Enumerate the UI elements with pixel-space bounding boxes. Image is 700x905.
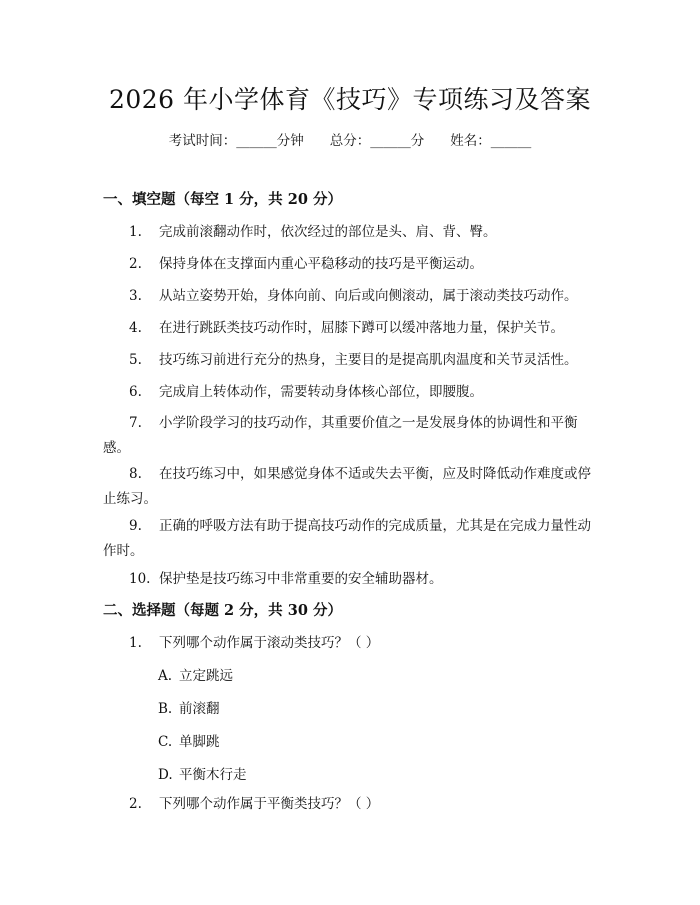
answer-option: [158, 698, 220, 720]
item-number: 7.: [129, 415, 142, 431]
total-score-label: 总分：______分: [329, 133, 425, 149]
option-letter: C.: [158, 734, 173, 750]
fill-blank-item: [103, 462, 598, 512]
item-text: 小学阶段学习的技巧动作，其重要价值之一是发展身体的协调性和平衡感。: [103, 415, 578, 456]
option-text: 立定跳远: [179, 668, 233, 684]
answer-option: [158, 731, 220, 753]
option-letter: D.: [158, 767, 173, 783]
fill-blank-item: [103, 284, 598, 309]
section-heading-fill-blank: 一、填空题（每空 1 分，共 20 分）: [103, 191, 342, 208]
fill-blank-item: [103, 380, 598, 405]
item-number: 6.: [129, 384, 142, 400]
item-text: 保护垫是技巧练习中非常重要的安全辅助器材。: [159, 571, 443, 587]
fill-blank-item: [103, 514, 598, 564]
section-heading-multiple-choice: 二、选择题（每题 2 分，共 30 分）: [103, 602, 342, 619]
page-title: 2026 年小学体育《技巧》专项练习及答案: [108, 85, 592, 114]
option-text: 平衡木行走: [179, 767, 247, 783]
question-number: 1.: [129, 635, 142, 651]
item-text: 在进行跳跃类技巧动作时，屈膝下蹲可以缓冲落地力量，保护关节。: [159, 320, 564, 336]
fill-blank-item: [103, 348, 598, 373]
exam-info: [0, 130, 700, 152]
item-text: 从站立姿势开始，身体向前、向后或向侧滚动，属于滚动类技巧动作。: [159, 288, 578, 304]
item-number: 2.: [129, 256, 142, 272]
question-number: 2.: [129, 796, 142, 812]
item-text: 正确的呼吸方法有助于提高技巧动作的完成质量，尤其是在完成力量性动作时。: [103, 518, 591, 559]
answer-option: [158, 764, 247, 786]
item-number: 5.: [129, 352, 142, 368]
item-number: 3.: [129, 288, 142, 304]
answer-option: [158, 665, 233, 687]
item-number: 8.: [129, 466, 142, 482]
option-text: 前滚翻: [179, 701, 220, 717]
fill-blank-item: [103, 220, 598, 245]
item-text: 完成前滚翻动作时，依次经过的部位是头、肩、背、臀。: [159, 224, 497, 240]
item-number: 9.: [129, 518, 142, 534]
question-text: 下列哪个动作属于滚动类技巧？（ ）: [159, 635, 380, 651]
question-item: [103, 792, 598, 817]
question-text: 下列哪个动作属于平衡类技巧？（ ）: [159, 796, 380, 812]
fill-blank-item: [103, 316, 598, 341]
item-number: 4.: [129, 320, 142, 336]
item-number: 10.: [129, 571, 151, 587]
item-text: 技巧练习前进行充分的热身，主要目的是提高肌肉温度和关节灵活性。: [159, 352, 578, 368]
item-text: 在技巧练习中，如果感觉身体不适或失去平衡，应及时降低动作难度或停止练习。: [103, 466, 591, 507]
fill-blank-item: [103, 411, 598, 461]
exam-time-label: 考试时间：______分钟: [168, 133, 304, 149]
student-name-label: 姓名：______: [450, 133, 532, 149]
fill-blank-item: [103, 567, 598, 592]
item-text: 完成肩上转体动作，需要转动身体核心部位，即腰腹。: [159, 384, 483, 400]
option-letter: A.: [158, 668, 173, 684]
item-text: 保持身体在支撑面内重心平稳移动的技巧是平衡运动。: [159, 256, 483, 272]
fill-blank-item: [103, 252, 598, 277]
option-text: 单脚跳: [179, 734, 220, 750]
option-letter: B.: [158, 701, 173, 717]
question-item: [103, 631, 598, 656]
item-number: 1.: [129, 224, 142, 240]
